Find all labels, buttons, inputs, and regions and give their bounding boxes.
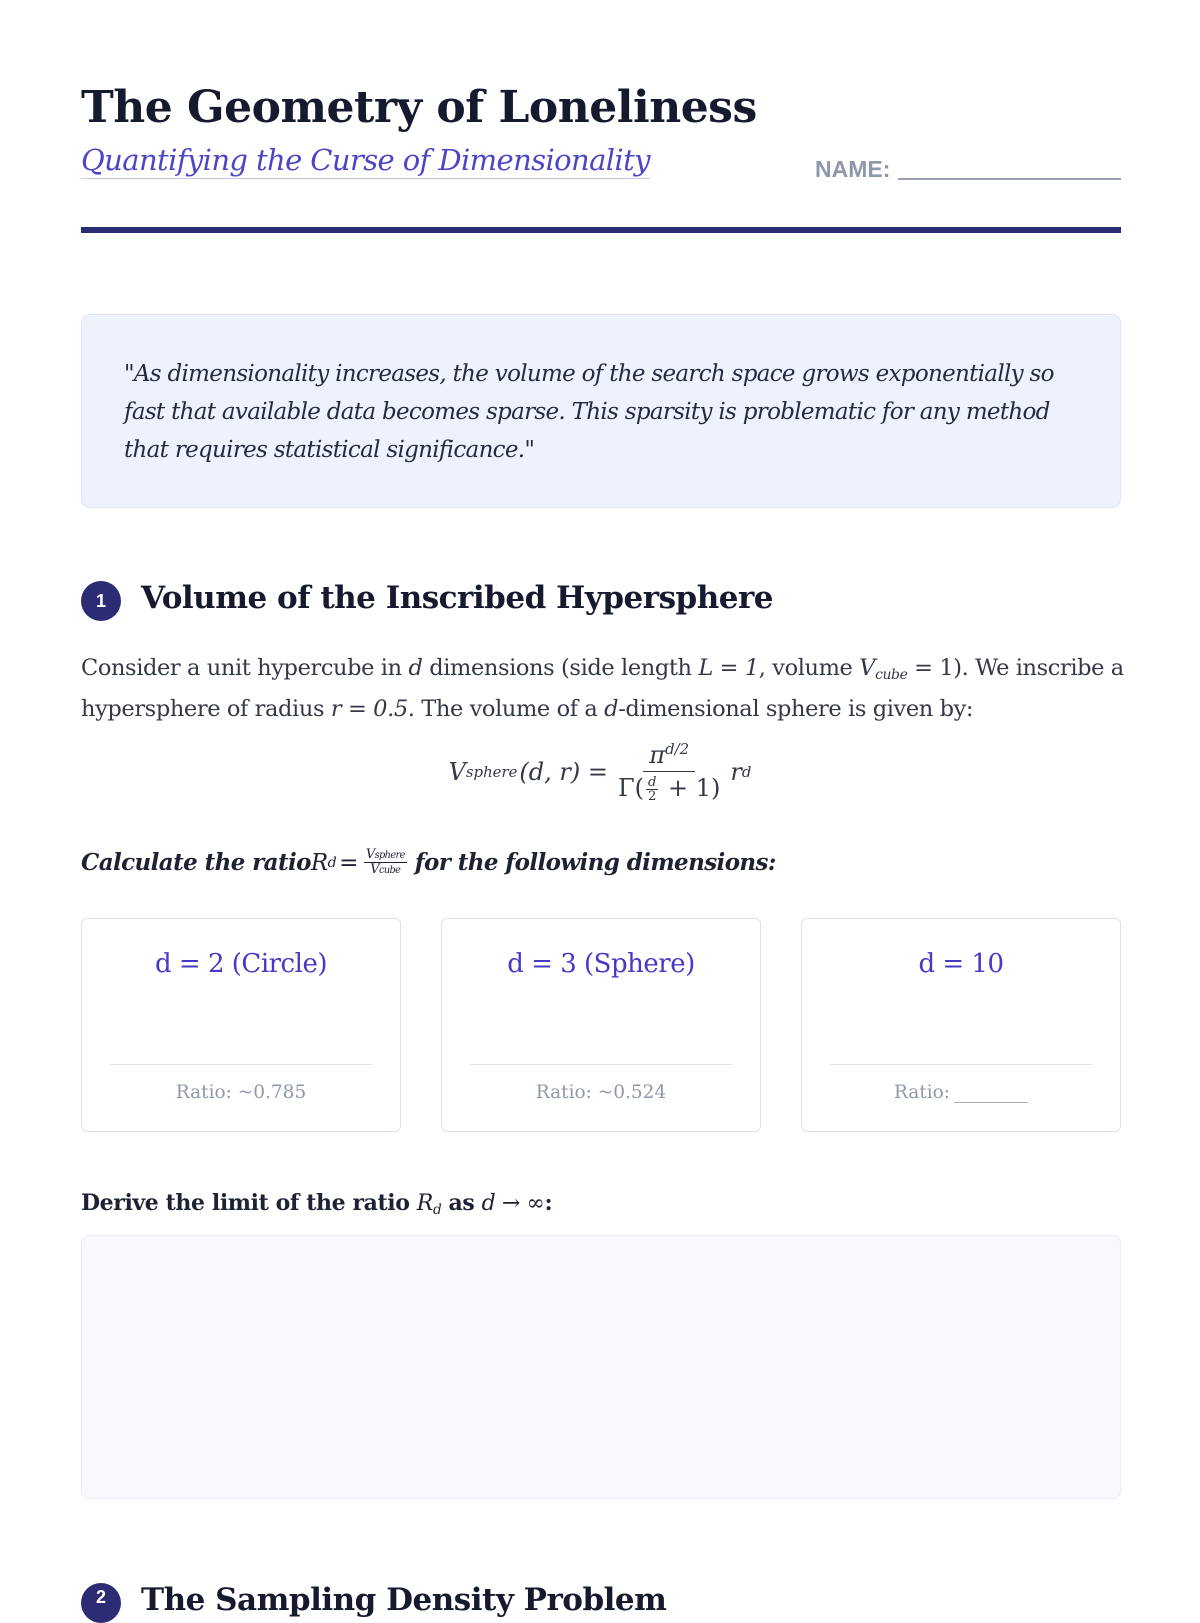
task-instruction bbox=[81, 848, 776, 878]
derive-suffix: : bbox=[544, 1190, 553, 1216]
quote-text: "As dimensionality increases, the volume of the search space grows exponentially so fast that available data becomes sparse. This sparsity is problematic for any method that requires statistical significance." bbox=[124, 361, 1054, 463]
task-frac-den-sub: cube bbox=[379, 865, 401, 877]
formula-den-rest: + 1) bbox=[660, 773, 721, 802]
sphere-volume-formula bbox=[0, 740, 1200, 803]
page-subtitle: Quantifying the Curse of Dimensionality bbox=[81, 143, 650, 177]
formula-lhs-base: V bbox=[448, 757, 466, 786]
section-number-badge: 1 bbox=[81, 581, 121, 621]
para-text-3: , volume bbox=[758, 655, 860, 681]
para-text-2: dimensions (side length bbox=[422, 655, 699, 681]
task-prefix: Calculate the ratio bbox=[81, 849, 311, 877]
eq-volume-one: = 1 bbox=[907, 655, 954, 681]
para-text-5: . The volume of a bbox=[407, 696, 605, 723]
eq-radius: r = 0.5 bbox=[330, 696, 408, 723]
formula-half-fraction bbox=[646, 776, 658, 803]
derive-r-base: R bbox=[416, 1191, 433, 1216]
dimension-card-10[interactable] bbox=[801, 918, 1121, 1132]
dimension-card-2[interactable] bbox=[81, 918, 401, 1132]
formula-pi-exponent: d/2 bbox=[665, 740, 690, 758]
dimension-card-3[interactable] bbox=[441, 918, 761, 1132]
para-text-6: -dimensional sphere is given by: bbox=[618, 696, 974, 723]
card-title: d = 10 bbox=[918, 949, 1004, 979]
ratio-blank-line[interactable] bbox=[954, 1084, 1028, 1103]
dimension-cards bbox=[81, 918, 1121, 1132]
quote-box bbox=[81, 314, 1121, 508]
task-r-base: R bbox=[310, 849, 328, 876]
eq-side-length: L = 1 bbox=[698, 655, 759, 681]
formula-r: r bbox=[730, 757, 742, 786]
task-frac-denominator bbox=[370, 863, 400, 877]
derive-limit: d → ∞ bbox=[481, 1191, 545, 1216]
formula-half-num: d bbox=[647, 774, 657, 790]
task-frac-num-base: V bbox=[365, 847, 375, 862]
section-number-badge-2: 2 bbox=[81, 1583, 121, 1623]
task-suffix: for the following dimensions: bbox=[414, 849, 776, 877]
card-answer-line bbox=[470, 1064, 732, 1065]
card-ratio: Ratio: bbox=[893, 1082, 951, 1103]
v-cube-sub: cube bbox=[875, 667, 908, 684]
formula-gamma: Γ( bbox=[617, 773, 644, 802]
derive-prompt bbox=[81, 1190, 552, 1218]
derive-middle: as bbox=[441, 1190, 482, 1216]
formula-pi: π bbox=[649, 740, 666, 769]
section-title: Volume of the Inscribed Hypersphere bbox=[141, 580, 774, 616]
derive-prefix: Derive the limit of the ratio bbox=[81, 1190, 417, 1216]
card-answer-line bbox=[110, 1064, 372, 1065]
task-ratio-fraction bbox=[364, 848, 407, 878]
card-ratio-row bbox=[802, 1082, 1120, 1103]
para-text-4: ). We inscribe a hypersphere of radius bbox=[81, 655, 1124, 723]
header-divider bbox=[81, 227, 1121, 233]
var-d: d bbox=[408, 655, 423, 681]
task-frac-numerator bbox=[364, 848, 407, 863]
card-ratio: Ratio: ~0.524 bbox=[535, 1082, 667, 1103]
formula-lhs-args: (d, r) = bbox=[519, 757, 608, 786]
task-equals: = bbox=[339, 849, 358, 876]
formula-r-exponent: d bbox=[741, 762, 752, 781]
derivation-answer-box[interactable] bbox=[81, 1235, 1121, 1499]
formula-fraction bbox=[612, 740, 726, 803]
problem-paragraph bbox=[81, 651, 1131, 726]
var-d-2: d bbox=[604, 696, 619, 723]
page-title: The Geometry of Loneliness bbox=[81, 82, 757, 133]
section-title-2: The Sampling Density Problem bbox=[141, 1582, 667, 1618]
formula-denominator bbox=[612, 772, 726, 803]
card-title: d = 3 (Sphere) bbox=[507, 949, 695, 979]
task-frac-den-base: V bbox=[370, 862, 379, 878]
formula-half-den: 2 bbox=[647, 788, 657, 804]
formula-numerator bbox=[643, 740, 695, 772]
v-cube-base: V bbox=[859, 655, 876, 681]
card-title: d = 2 (Circle) bbox=[155, 949, 327, 979]
name-label: NAME: bbox=[815, 156, 891, 182]
task-frac-num-sub: sphere bbox=[374, 850, 405, 861]
formula-lhs-sub: sphere bbox=[465, 762, 518, 781]
card-answer-line bbox=[830, 1064, 1092, 1065]
task-r-sub: d bbox=[327, 854, 337, 871]
name-blank-line[interactable] bbox=[898, 178, 1121, 180]
para-text-1: Consider a unit hypercube in bbox=[81, 655, 409, 681]
card-ratio: Ratio: ~0.785 bbox=[175, 1082, 307, 1103]
name-field[interactable] bbox=[815, 155, 1121, 183]
derive-r-sub: d bbox=[432, 1202, 442, 1219]
